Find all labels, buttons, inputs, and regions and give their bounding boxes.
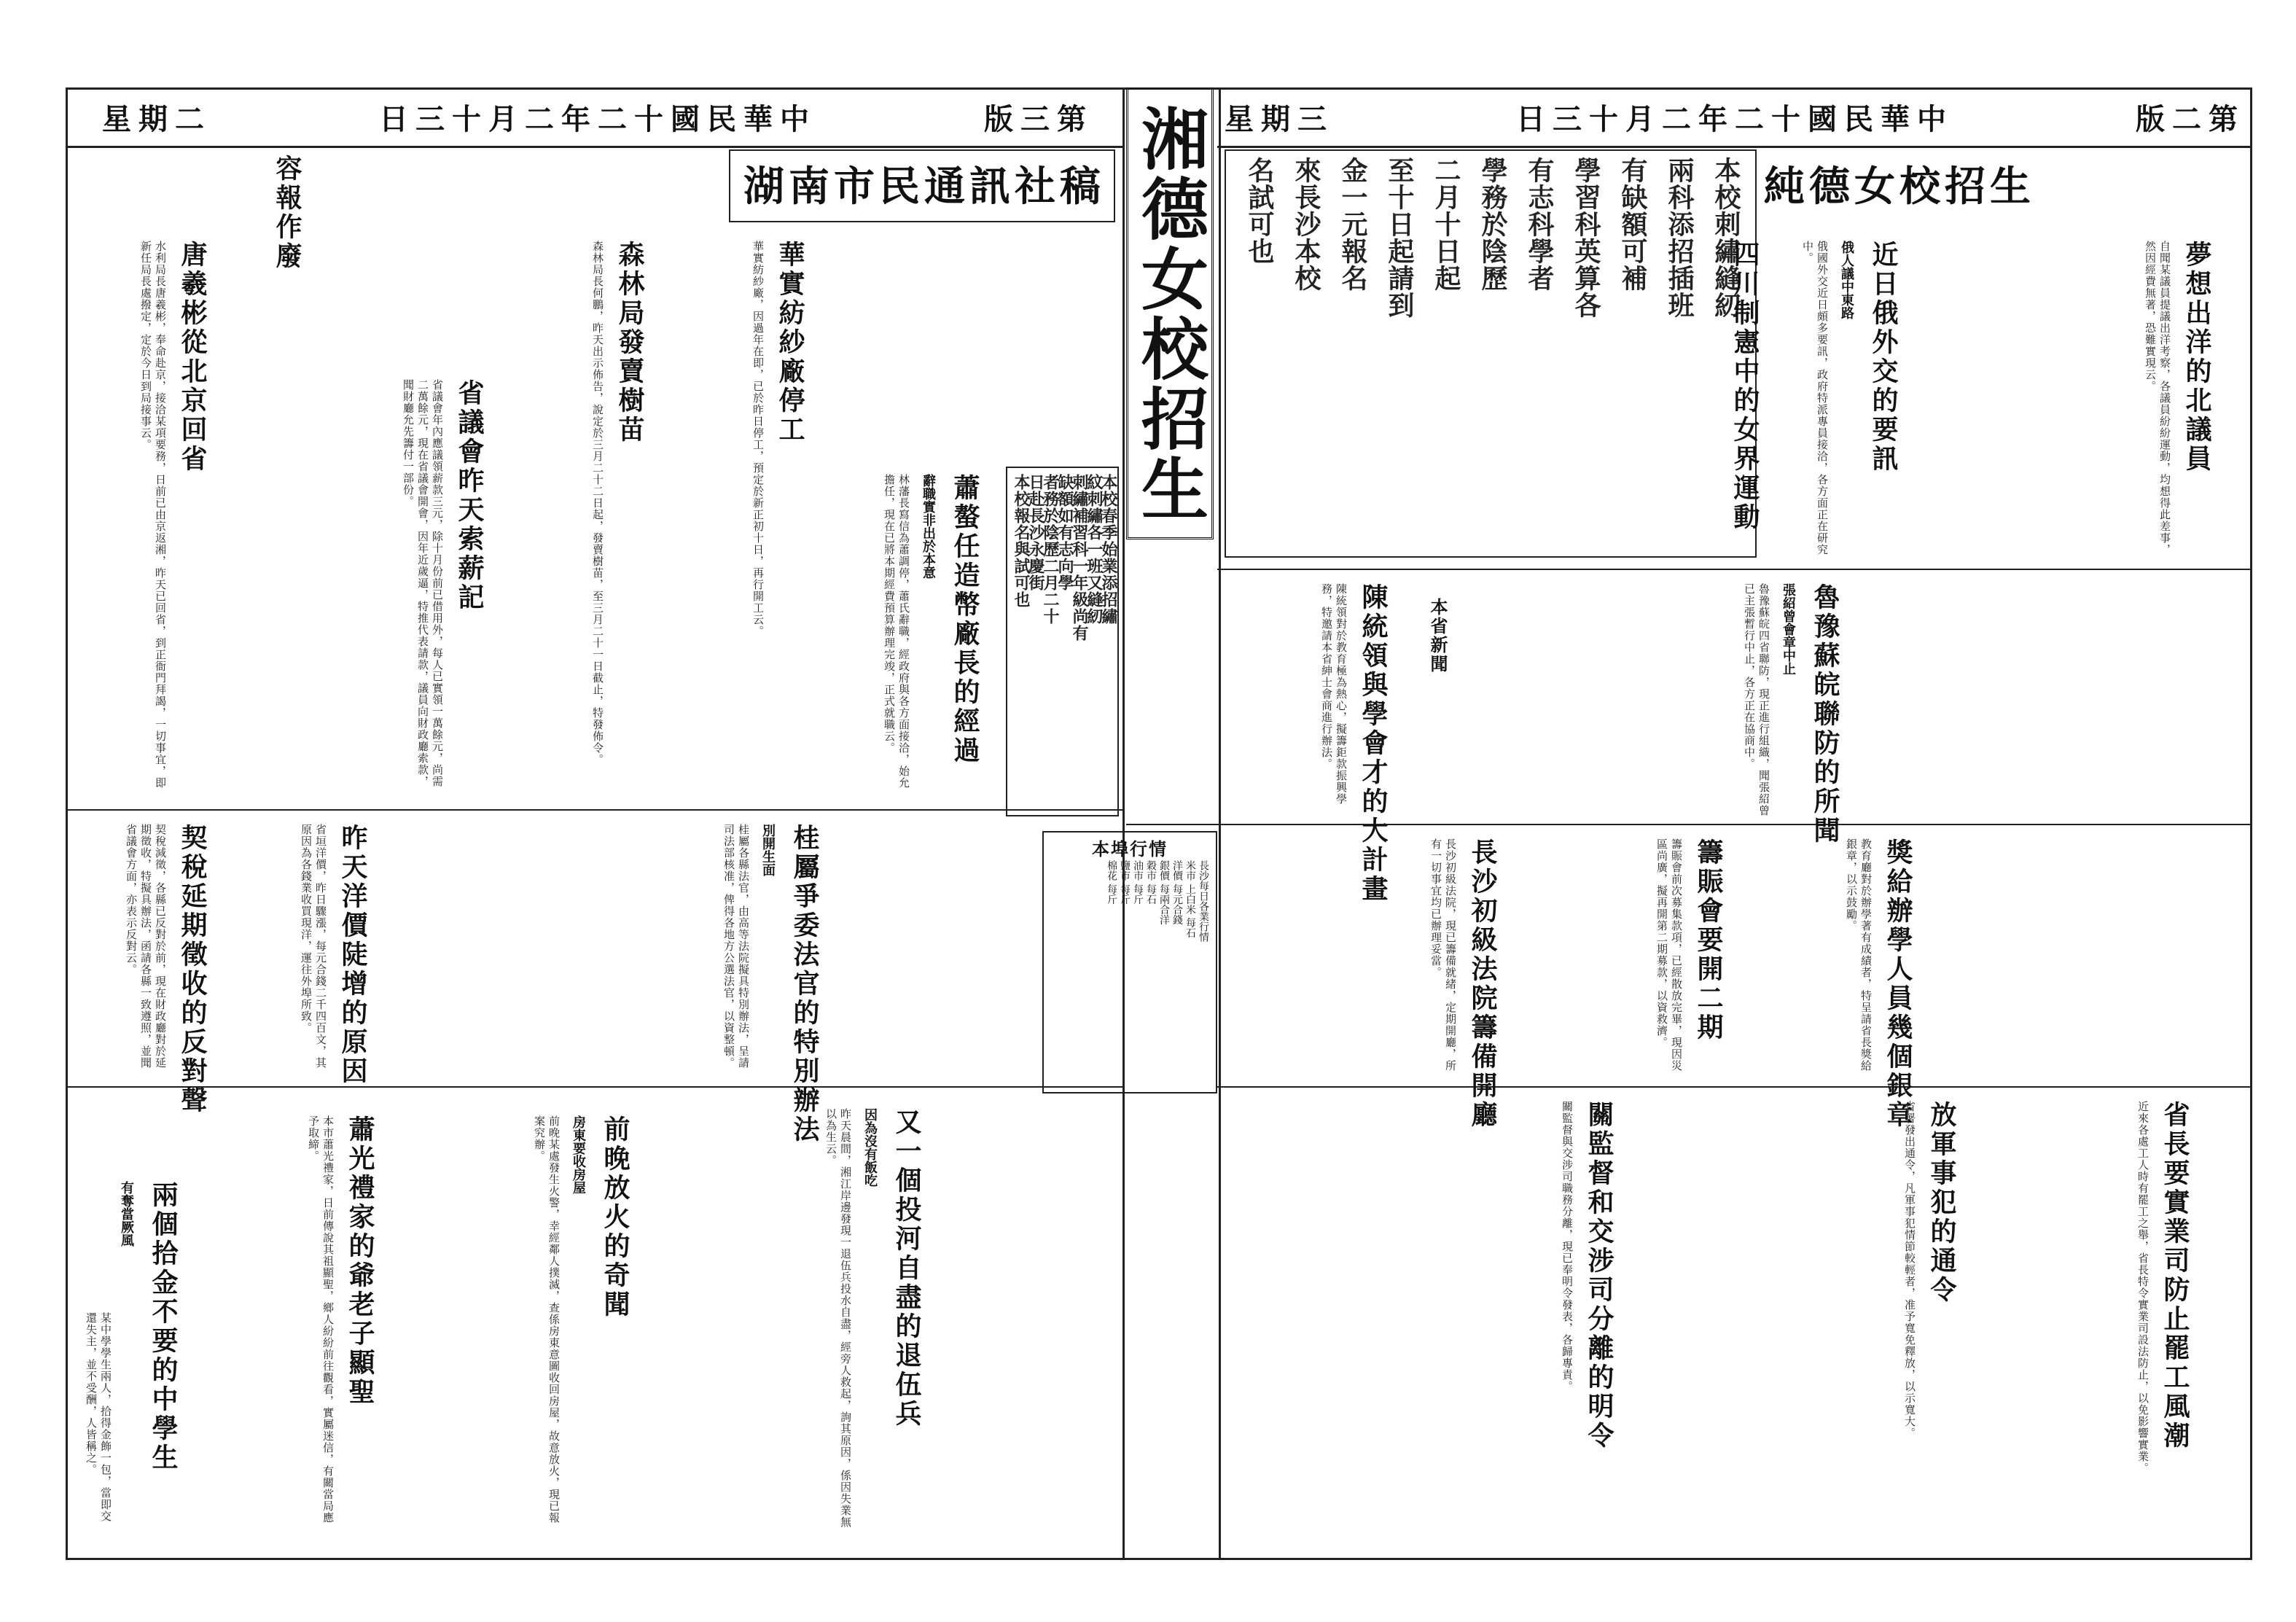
article-body-fire: 前晚某處發生火警，幸經鄰人撲滅，查係房東意圖收回房屋，故意放火，現已報案究辦。 [533, 1115, 561, 1524]
market-row: 穀市 每石 [1145, 860, 1157, 905]
market-row: 鹽市 每斤 [1119, 860, 1131, 905]
article-body-ghost: 本市蕭光禮家，日前傳說其祖顯聖，鄉人紛紛前往觀看，實屬迷信，有關當局應予取締。 [307, 1115, 335, 1524]
article-title-sichuan: 四川制憲中的女界運動 [1730, 241, 1760, 532]
article-body-judges: 桂屬各縣法官，由高等法院擬具特別辦法，呈請司法部核准，俾得各地方公選法官，以資整頓。 [722, 824, 750, 1069]
left-date: 日三十月二年二十國民華中 [379, 101, 816, 136]
left-weekday: 星期二 [102, 101, 211, 136]
center-fold-rule-left [1122, 87, 1125, 1560]
article-body-amnesty: 省署發出通令，凡軍事犯情節較輕者，准予寬免釋放，以示寬大。 [1903, 1101, 1916, 1439]
article-title-strike: 省長要實業司防止罷工風潮 [2160, 1101, 2190, 1451]
article-body-soldier: 昨天晨間，湘江岸邊發現一退伍兵投水自盡，經旁人救起，詢其原因，係因失業無以為生云。 [824, 1108, 852, 1528]
market-row: 米市 上白米 每石 [1184, 860, 1196, 938]
article-body-customs: 關監督與交涉司職務分離，現已奉明令發表，各歸專責。 [1561, 1101, 1574, 1392]
article-body-chen: 陳統領對於教育極為熱心，擬籌鉅款振興學務，特邀請本省紳士會商進行辦法。 [1320, 583, 1348, 805]
article-title-fire: 前晚放火的奇聞 [600, 1115, 630, 1319]
notice-line-5: 者務於陰歷二月二十 [1041, 474, 1060, 625]
article-title-soldier: 又一個投河自盡的退伍兵 [891, 1108, 922, 1429]
article-title-mint: 蕭螯任造幣廠長的經過 [950, 474, 980, 765]
school-ad-body [1232, 157, 1749, 550]
article-body-forest: 森林局長何鵬，昨天出示佈告，說定於三月二十二日起，發賣樹苗，至三月二十一日截止，特發佈令。 [591, 241, 604, 765]
ad-line: 來長沙本校 [1291, 157, 1321, 292]
masthead-title: 湘德女校招生 [1131, 104, 1209, 524]
ad-line: 二月十日起 [1431, 157, 1461, 292]
right-weekday: 星期三 [1225, 101, 1334, 136]
ad-line: 金一元報名 [1338, 157, 1368, 292]
school-notice-text [1010, 474, 1116, 809]
article-title-assembly: 省議會昨天索薪記 [454, 379, 485, 612]
ad-line: 名試可也 [1244, 157, 1275, 265]
article-title-chen: 陳統領與學會才的大計畫 [1358, 583, 1389, 904]
left-page-header [102, 91, 1093, 142]
article-body-students: 某中學學生兩人，拾得金飾一包，當即交還失主，並不受酬，人皆稱之。 [85, 1312, 112, 1522]
notice-line-7: 本校報名與試可也 [1012, 474, 1031, 608]
article-body-deed-tax: 契稅減徵，各縣已反對於前，現在財政廳對於延期徵收，特擬具辦法，函請各縣一致遵照，並聞省議會方面，亦表示反對云。 [125, 824, 167, 1069]
market-row: 棉花 每斤 [1106, 860, 1117, 905]
article-body-tang: 水利局長唐羲彬，奉命赴京，接洽某項要務，日前已由京返湘，昨天已回省，到正衙門拜謁，一切事宜，即新任局長處撥定，定於今日到局接事云。 [139, 241, 167, 789]
notice-line-6: 日赴長沙永慶街 [1026, 474, 1045, 591]
market-table-rows [1050, 860, 1210, 1086]
article-body-strike: 近來各處工人時有罷工之舉，省長特令實業司設法防止，以免影響實業。 [2136, 1101, 2149, 1474]
article-title-silver: 昨天洋價陡增的原因 [337, 824, 368, 1086]
right-date: 日三十月二年二十國民華中 [1516, 101, 1953, 136]
left-mid-rule [66, 809, 1122, 811]
article-body-relief: 籌賑會前次募集款項，已經散放完畢，現因災區尚廣，擬再開第二期募款，以資救濟。 [1655, 838, 1683, 1072]
masthead [1126, 87, 1214, 539]
article-body-joint-defense: 魯豫蘇皖四省聯防，現正進行組織，聞張紹曾已主張暫行中止，各方正在協商中。 [1743, 583, 1770, 816]
article-body-silver: 省垣洋價，昨日驟漲，每元合錢二千四百文，其原因為各錢業收買現洋，運往外埠所致。 [300, 824, 327, 1069]
right-header-rule [1217, 146, 2252, 148]
article-body-assembly: 省議會年內應議領薪款三元，除十月份前已借用外，每人已實領一萬餘元，尚需二萬餘元，現在省議會開會，因年近歲逼，特推代表請款，議員向財政廳索款，聞財廳允先籌付一部份。 [402, 379, 444, 787]
market-row: 長沙每日各業行情 [1198, 860, 1209, 942]
market-row: 油市 每斤 [1132, 860, 1144, 905]
article-body-mps: 自聞某議員提議出洋考察，各議員紛紛運動，均想得此差事，然因經費無著，恐難實現云。 [2144, 241, 2171, 555]
ad-line: 學務於陰歷 [1477, 157, 1508, 292]
article-title-relief: 籌賑會要開二期 [1693, 838, 1724, 1042]
article-title-customs: 關監督和交涉司分離的明令 [1584, 1101, 1614, 1451]
right-page-header [1225, 91, 2245, 142]
article-title-judges: 桂屬爭委法官的特別辦法 [789, 824, 820, 1145]
article-body-court: 長沙初級法院，現已籌備就緒，定期開廳，所有一切事宜均已辦理妥當。 [1429, 838, 1457, 1072]
ad-line: 本校刺繡縫紉 [1711, 157, 1741, 319]
article-title-amnesty: 放軍事犯的通令 [1926, 1101, 1957, 1305]
correction-notice-title: 容報作廢 [272, 155, 302, 271]
article-body-russia: 俄國外交近日頗多要訊，政府特派專員接洽，各方面正在研究中。 [1801, 241, 1829, 555]
article-title-mps: 夢想出洋的北議員 [2182, 241, 2212, 474]
article-title-medals: 獎給辦學人員幾個銀章 [1883, 838, 1913, 1130]
article-title-joint-defense: 魯豫蘇皖聯防的所聞 [1810, 583, 1840, 846]
left-lower-rule [66, 1086, 1122, 1088]
notice-line-1: 本校春季始業添招繡 [1099, 474, 1118, 625]
left-header-rule [66, 146, 1122, 148]
article-body-mint: 林藩長寫信為蕭調停，蕭氏辭職，經政府與各方面接洽，始允擔任，現在已將本期經費預算辦理完竣，正式就職云。 [883, 474, 910, 789]
ad-line: 有志科學者 [1524, 157, 1555, 292]
school-ad-title: 純德女校招生 [1764, 163, 2035, 211]
left-page-number: 版三第 [984, 101, 1093, 136]
article-title-russia: 近日俄外交的要訊 [1868, 241, 1899, 474]
article-sub-joint-defense: 張紹曾會章中止 [1778, 583, 1797, 729]
article-sub-soldier: 因為沒有飯吃 [860, 1108, 879, 1225]
article-sub-mint: 辭職實非出於本意 [918, 474, 937, 620]
article-title-forest: 森林局發賣樹苗 [614, 241, 645, 445]
article-title-court: 長沙初級法院籌備開廳 [1467, 838, 1498, 1130]
article-title-deed-tax: 契稅延期徵收的反對聲 [177, 824, 208, 1115]
article-sub-students: 有奪當厥風 [117, 1181, 136, 1298]
right-bottom-rule [1217, 1086, 2252, 1088]
ad-line: 至十日起請到 [1384, 157, 1415, 319]
article-sub-judges: 別開生面 [758, 824, 777, 911]
local-news-label: 本省新聞 [1427, 598, 1448, 674]
market-table-title: 本埠行情 [1092, 838, 1168, 859]
notice-line-4: 缺額如有志向學 [1055, 474, 1074, 591]
article-body-medals: 教育廳對於辦學著有成績者，特呈請省長獎給銀章，以示鼓勵。 [1845, 838, 1873, 1072]
article-title-students: 兩個拾金不要的中學生 [148, 1181, 179, 1473]
notice-line-3: 刺繡補習科一年級尚有 [1070, 474, 1089, 642]
section-title: 湖南市民通訊社稿 [743, 163, 1105, 211]
right-page-number: 版二第 [2136, 101, 2245, 136]
ad-line: 學習科英算各 [1571, 157, 1601, 319]
article-sub-russia: 俄人議中東路 [1837, 241, 1856, 386]
market-row: 銀價 每兩合洋 [1158, 860, 1170, 925]
center-lower-rule [1126, 824, 1217, 825]
article-body-mill: 華實紡紗廠，因過年在即，已於昨日停工，預定於新正初十日，再行開工云。 [751, 241, 765, 637]
article-sub-fire: 房東要收房屋 [569, 1115, 587, 1261]
notice-line-2: 紋刺繡各一班又縫紉 [1085, 474, 1104, 625]
market-row: 洋價 每元合錢 [1171, 860, 1183, 925]
article-title-ghost: 蕭光禮家的爺老子顯聖 [345, 1115, 375, 1407]
article-title-mill: 華實紡紗廠停工 [775, 241, 805, 445]
ad-line: 兩科添招插班 [1664, 157, 1695, 319]
ad-line: 有缺額可補 [1617, 157, 1648, 292]
right-mid-rule [1217, 569, 2252, 570]
article-title-tang: 唐羲彬從北京回省 [177, 241, 208, 474]
